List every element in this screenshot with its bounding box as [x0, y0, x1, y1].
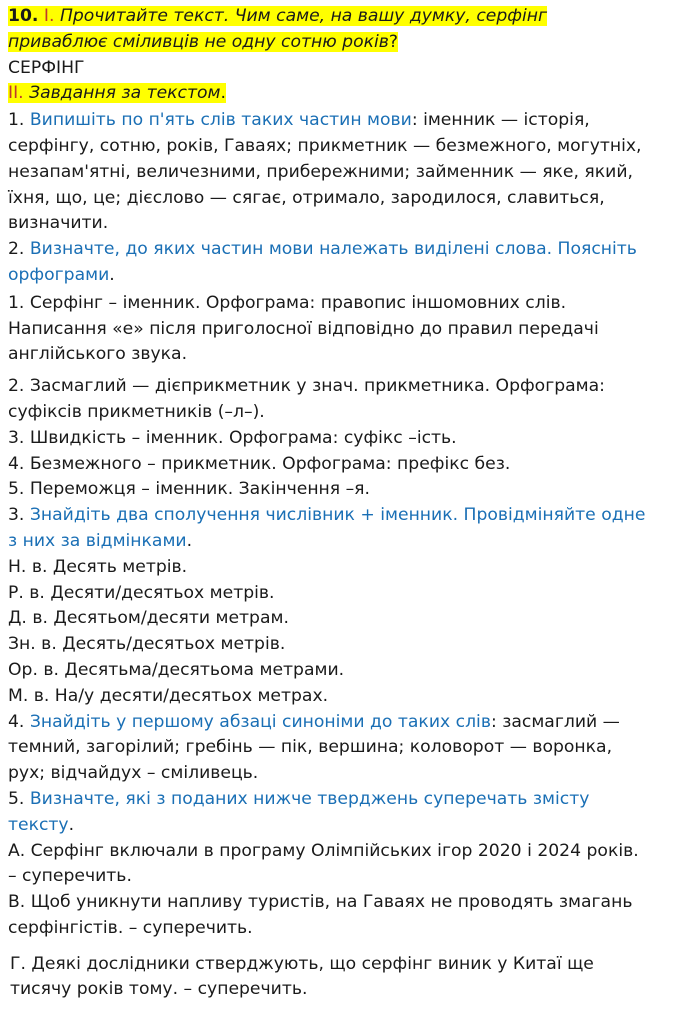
task-4-answer-1: : засмаглий —	[490, 711, 620, 732]
task-1-answer-4: їхня, що, це; дієслово — сягає, отримало, зародилося, славиться,	[8, 187, 605, 208]
task-1-answer-5: визначити.	[8, 213, 109, 234]
exercise-header-highlight-2	[8, 32, 398, 52]
task-2-answer-3: англійського звука.	[8, 344, 188, 365]
task-2-instruction-1: Визначте, до яких частин мови належать виділені слова. Поясніть	[29, 239, 637, 260]
task-5-line-2	[8, 813, 692, 839]
statement-v-2: серфінгістів. – суперечить.	[8, 917, 253, 938]
task-3-number: 3.	[8, 505, 30, 526]
task-4-instruction: Знайдіть у першому абзаці синоніми до таких слів	[29, 711, 491, 732]
section-two-dot: .	[220, 83, 226, 104]
task-5	[8, 787, 692, 1003]
section-two-highlight	[8, 83, 226, 103]
section-two-header	[8, 81, 692, 107]
task-2-answer-6: 3. Швидкість – іменник. Орфограма: суфікс –ість.	[8, 427, 457, 448]
task-4-number: 4.	[8, 711, 30, 732]
task-2-dot: .	[109, 264, 115, 285]
task-4-line-1	[8, 710, 692, 736]
section-two-label: Завдання за текстом	[29, 83, 221, 104]
exercise-instruction-1: Прочитайте текст. Чим саме, на вашу думку, серфінг	[59, 6, 547, 26]
exercise-number: 10.	[8, 6, 39, 26]
task-4	[8, 710, 692, 787]
task-2	[8, 237, 692, 503]
task-4-answer-2: темний, загорілий; гребінь — пік, вершина; коловорот — воронка,	[8, 737, 613, 758]
statement-v-1: В. Щоб уникнути напливу туристів, на Гаваях не проводять змагань	[8, 892, 633, 913]
task-2-instruction-2: орфограми	[8, 264, 110, 285]
task-5-instruction-2: тексту	[8, 814, 69, 835]
task-3-dot: .	[186, 530, 193, 551]
task-2-answer-4: 2. Засмаглий — дієприкметник у знач. прикметника. Орфограма:	[8, 376, 605, 397]
task-5-dot: .	[68, 814, 75, 835]
task-5-number: 5.	[8, 788, 30, 809]
exercise-header-highlight	[8, 6, 547, 26]
statement-a-2: – суперечить.	[8, 866, 132, 887]
task-2-line-2	[8, 263, 692, 289]
exercise-header-line-1	[8, 4, 692, 30]
task-3-line-2	[8, 529, 692, 555]
statement-a-1: А. Серфінг включали в програму Олімпійських ігор 2020 і 2024 років.	[8, 840, 639, 861]
task-2-answer-2: Написання «е» після приголосної відповідно до правил передачі	[8, 318, 599, 339]
task-3-line-1	[8, 503, 692, 529]
task-3-instruction-1: Знайдіть два сполучення числівник + іменник. Провідміняйте одне	[29, 505, 646, 526]
task-2-line-1	[8, 237, 692, 263]
task-1-instruction: Випишіть по п'ять слів таких частин мови	[29, 110, 412, 131]
exercise-header-line-2	[8, 30, 692, 56]
task-1-answer-3: незапам'ятні, величезними, прибережними; займенник — яке, який,	[8, 161, 633, 182]
task-3-instruction-2: з них за відмінками	[8, 530, 187, 551]
case-nominative: Н. в. Десять метрів.	[8, 556, 188, 577]
question-mark: ?	[388, 31, 399, 52]
task-1-answer-1: : іменник — історія,	[411, 110, 590, 131]
exercise-instruction-2: приваблює сміливців не одну сотню років	[8, 31, 389, 52]
case-accusative: Зн. в. Десять/десятьох метрів.	[8, 634, 286, 655]
task-1-answer-2: серфінгу, сотню, років, Гаваях; прикметник — безмежного, могутніх,	[8, 135, 642, 156]
text-title: СЕРФІНГ	[8, 57, 85, 78]
case-locative: М. в. На/у десяти/десятьох метрах.	[8, 685, 329, 706]
task-2-number: 2.	[8, 239, 30, 260]
task-2-answer-8: 5. Переможця – іменник. Закінчення –я.	[8, 479, 370, 500]
task-3	[8, 503, 692, 709]
case-genitive: Р. в. Десяти/десятьох метрів.	[8, 582, 275, 603]
task-4-answer-3: рух; відчайдух – сміливець.	[8, 763, 259, 784]
task-2-answer-7: 4. Безмежного – прикметник. Орфограма: префікс без.	[8, 453, 511, 474]
task-2-answer-1: 1. Серфінг – іменник. Орфограма: правопис іншомовних слів.	[8, 292, 567, 313]
task-5-instruction-1: Визначте, які з поданих нижче тверджень суперечать змісту	[29, 788, 590, 809]
document-page	[8, 4, 692, 1003]
case-instrumental: Ор. в. Десятьма/десятьома метрами.	[8, 659, 345, 680]
roman-one: І.	[43, 6, 55, 26]
roman-two: ІІ.	[8, 83, 24, 104]
case-dative: Д. в. Десятьом/десяти метрам.	[8, 608, 289, 629]
statement-g-1: Г. Деякі дослідники стверджують, що серфінг виник у Китаї ще	[10, 953, 594, 974]
task-1-line-1	[8, 108, 692, 134]
statement-g-2: тисячу років тому. – суперечить.	[10, 979, 308, 1000]
task-1	[8, 108, 692, 237]
task-1-number: 1.	[8, 110, 30, 131]
task-5-line-1	[8, 787, 692, 813]
task-2-answer-5: суфіксів прикметників (–л–).	[8, 401, 265, 422]
